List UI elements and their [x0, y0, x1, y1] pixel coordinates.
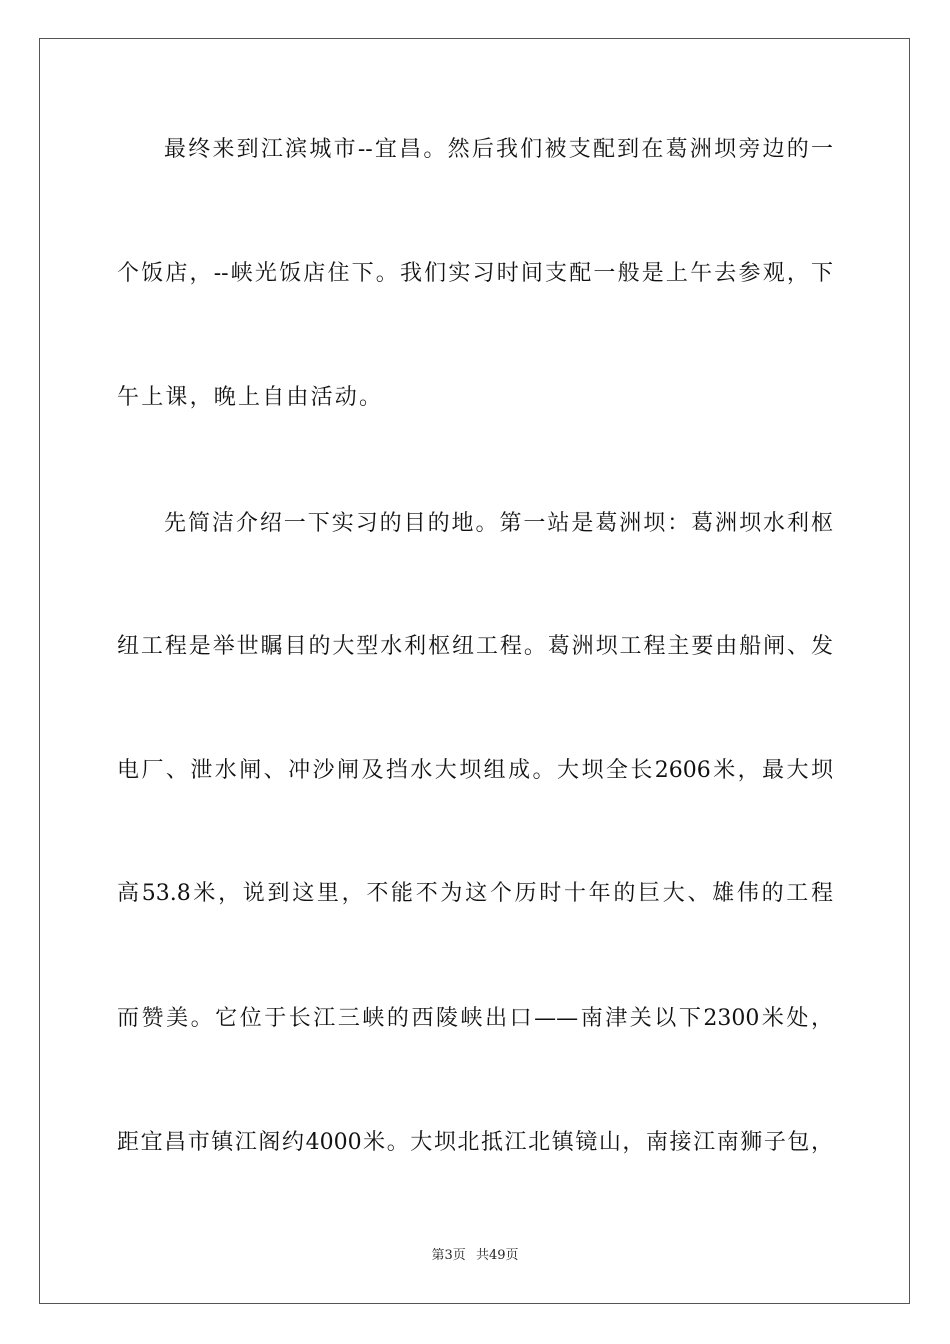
current-page-number: 第3页 [431, 1248, 466, 1263]
paragraph-2-line-6: 距宜昌市镇江阁约4000米。大坝北抵江北镇镜山，南接江南狮子包， [117, 1130, 833, 1155]
page-footer [0, 1246, 950, 1266]
paragraph-1-line-2: 个饭店，--峡光饭店住下。我们实习时间支配一般是上午去参观，下 [117, 261, 833, 286]
paragraph-1-line-1: 最终来到江滨城市--宜昌。然后我们被支配到在葛洲坝旁边的一 [164, 137, 833, 162]
paragraph-2-line-2: 纽工程是举世瞩目的大型水利枢纽工程。葛洲坝工程主要由船闸、发 [117, 634, 833, 659]
paragraph-1-line-3: 午上课，晚上自由活动。 [117, 385, 384, 410]
paragraph-2-line-1: 先简洁介绍一下实习的目的地。第一站是葛洲坝：葛洲坝水利枢 [164, 511, 833, 536]
paragraph-2-line-5: 而赞美。它位于长江三峡的西陵峡出口——南津关以下2300米处， [117, 1006, 833, 1031]
paragraph-2-line-4: 高53.8米，说到这里，不能不为这个历时十年的巨大、雄伟的工程 [117, 881, 833, 906]
total-page-count: 共49页 [475, 1248, 519, 1263]
page-border [39, 38, 910, 1304]
paragraph-2-line-3: 电厂、泄水闸、冲沙闸及挡水大坝组成。大坝全长2606米，最大坝 [117, 758, 833, 783]
